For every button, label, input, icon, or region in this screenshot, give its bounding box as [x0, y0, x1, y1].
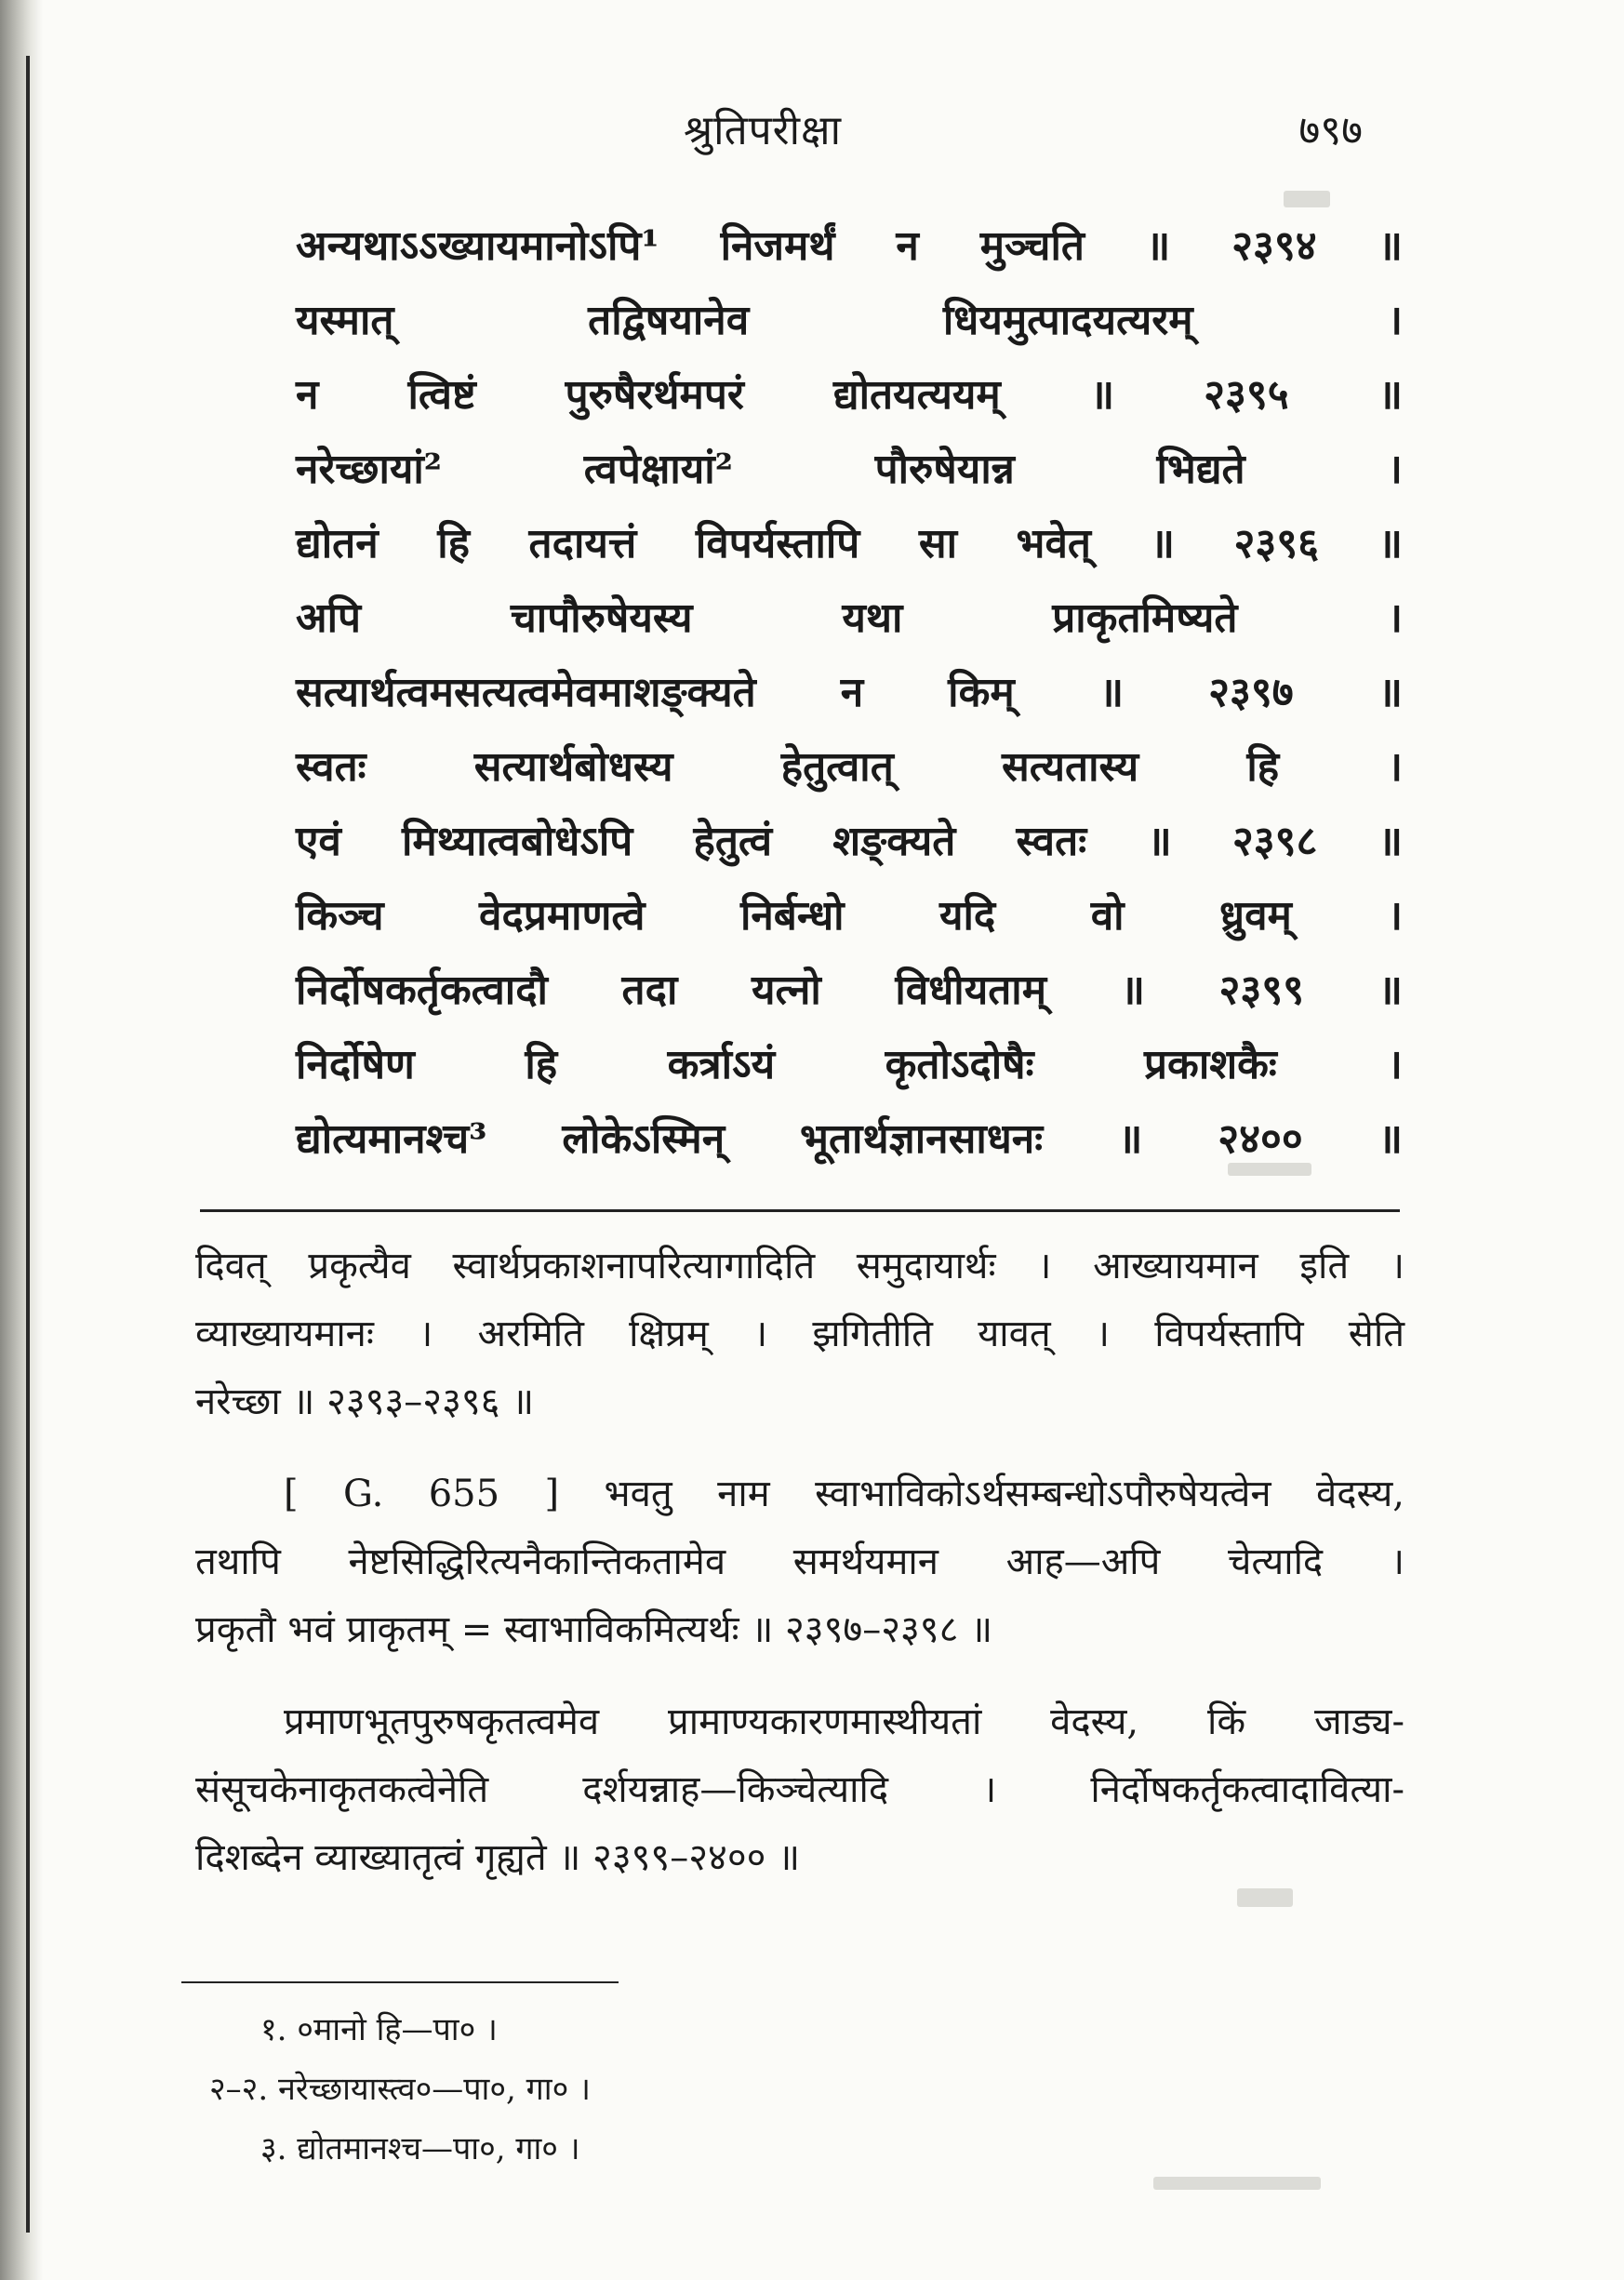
- commentary-paragraph: [195, 1688, 1404, 1892]
- commentary-line: [ G. 655 ] भवतु नाम स्वाभाविकोऽर्थसम्बन्धोऽपौरुषेयत्वेन वेदस्य,: [284, 1473, 1404, 1515]
- scan-noise-speck: [1153, 2177, 1321, 2190]
- verse-commentary-divider: [200, 1209, 1400, 1212]
- verse-line: अपि चापौरुषेयस्य यथा प्राकृतमिष्यते ।: [296, 594, 1403, 642]
- verse-line: स्वतः सत्यार्थबोधस्य हेतुत्वात् सत्यतास्य हि ।: [296, 743, 1403, 791]
- verse-line: अन्यथाऽऽख्यायमानोऽपि¹ निजमर्थं न मुञ्चति ॥ २३९४ ॥: [296, 222, 1403, 270]
- book-spine-shadow: [0, 0, 43, 2280]
- footnotes-block: [195, 2000, 1032, 2179]
- footnote: १. ०मानो हि—पा० ।: [260, 2011, 498, 2048]
- commentary-line: संसूचकेनाकृतकत्वेनेति दर्शयन्नाह—किञ्चेत्यादि । निर्दोषकर्तृकत्वादावित्या-: [195, 1768, 1404, 1811]
- commentary-line: प्रमाणभूतपुरुषकृतत्वमेव प्रामाण्यकारणमास्थीयतां वेदस्य, किं जाड्य-: [284, 1700, 1404, 1743]
- running-header-title: श्रुतिपरीक्षा: [684, 107, 842, 154]
- commentary-line: व्याख्यायमानः । अरमिति क्षिप्रम् । झगितीति यावत् । विपर्यस्तापि सेति: [195, 1313, 1404, 1355]
- verse-line: एवं मिथ्यात्वबोधेऽपि हेतुत्वं शङ्क्यते स्वतः ॥ २३९८ ॥: [296, 818, 1403, 865]
- verse-line: नरेच्छायां² त्वपेक्षायां² पौरुषेयान्न भिद्यते ।: [296, 446, 1403, 493]
- page-number: ७९७: [1298, 107, 1363, 154]
- scan-noise-speck: [1284, 191, 1330, 207]
- scan-noise-speck: [1237, 1888, 1293, 1907]
- scan-noise-speck: [1228, 1163, 1311, 1176]
- verse-line: निर्दोषेण हि कर्त्राऽयं कृतोऽदोषैः प्रकाशकैः ।: [296, 1041, 1403, 1088]
- verse-line: निर्दोषकर्तृकत्वादौ तदा यत्नो विधीयताम् ॥ २३९९ ॥: [296, 967, 1403, 1014]
- footnote: २–२. नरेच्छायास्त्व०—पा०, गा० ।: [209, 2071, 591, 2108]
- footnote: ३. द्योतमानश्च—पा०, गा० ।: [260, 2130, 580, 2167]
- commentary-line: तथापि नेष्टसिद्धिरित्यनैकान्तिकतामेव समर्थयमान आह—अपि चेत्यादि ।: [195, 1540, 1404, 1583]
- verse-line: द्योत्यमानश्च³ लोकेऽस्मिन् भूतार्थज्ञानसाधनः ॥ २४०० ॥: [296, 1115, 1403, 1163]
- verse-block: [296, 209, 1403, 1177]
- verse-line: किञ्च वेदप्रमाणत्वे निर्बन्धो यदि वो ध्रुवम् ।: [296, 892, 1403, 940]
- verse-line: न त्विष्टं पुरुषैरर्थमपरं द्योतयत्ययम् ॥ २३९५ ॥: [296, 371, 1403, 419]
- commentary-line: दिशब्देन व्याख्यातृत्वं गृह्यते ॥ २३९९–२४०० ॥: [195, 1836, 801, 1879]
- commentary-line: नरेच्छा ॥ २३९३–२३९६ ॥: [195, 1380, 535, 1423]
- verse-line: सत्यार्थत्वमसत्यत्वमेवमाशङ्क्यते न किम् ॥ २३९७ ॥: [296, 669, 1403, 716]
- commentary-paragraph: [195, 1460, 1404, 1664]
- commentary-line: प्रकृतौ भवं प्राकृतम् = स्वाभाविकमित्यर्थः ॥ २३९७–२३९८ ॥: [195, 1608, 993, 1651]
- commentary-line: दिवत् प्रकृत्यैव स्वार्थप्रकाशनापरित्यागादिति समुदायार्थः । आख्यायमान इति ।: [195, 1245, 1404, 1287]
- verse-line: यस्मात् तद्विषयानेव धियमुत्पादयत्यरम् ।: [296, 297, 1403, 344]
- footnote-divider: [181, 1981, 619, 1983]
- verse-line: द्योतनं हि तदायत्तं विपर्यस्तापि सा भवेत् ॥ २३९६ ॥: [296, 520, 1403, 567]
- commentary-block: [195, 1233, 1404, 1916]
- commentary-paragraph: [195, 1233, 1404, 1436]
- page-edge-line: [26, 56, 30, 2233]
